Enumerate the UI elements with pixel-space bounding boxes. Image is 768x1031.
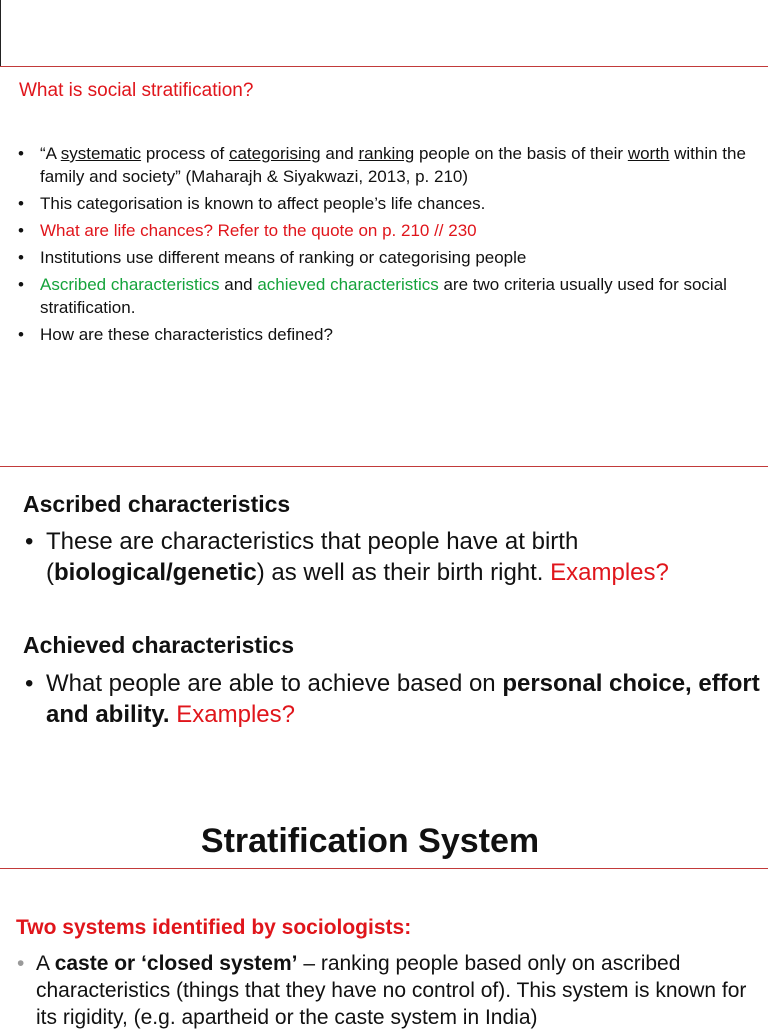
- slide-divider: [0, 466, 768, 467]
- page-edge: [0, 0, 1, 66]
- slide-divider: [0, 66, 768, 67]
- bullet-institutions: • Institutions use different means of ranking or categorising people: [17, 246, 757, 269]
- achieved-heading: Achieved characteristics: [23, 632, 295, 658]
- bullet-definition: • “A systematic process of categorising and ranking people on the basis of their worth within the family and society” (Maharajh & Siyakwazi, 2013, p. 210): [17, 142, 757, 188]
- bullet-criteria: • Ascribed characteristics and achieved characteristics are two criteria usually used for social stratification.: [17, 273, 757, 319]
- slide1-bullets: [17, 142, 757, 350]
- achieved-text: • What people are able to achieve based on personal choice, effort and ability. Examples?: [25, 670, 760, 728]
- ascribed-text: • These are characteristics that people have at birth (biological/genetic) as well as their birth right. Examples?: [25, 528, 669, 586]
- bullet-question: • What are life chances? Refer to the quote on p. 210 // 230: [17, 219, 757, 242]
- slide1-title: What is social stratification?: [19, 80, 254, 101]
- bullet-life-chances: • This categorisation is known to affect people’s life chances.: [17, 192, 757, 215]
- systems-heading: Two systems identified by sociologists:: [16, 916, 412, 939]
- bullet-defined: • How are these characteristics defined?: [17, 323, 757, 346]
- slide-divider: [0, 868, 768, 869]
- stratification-title: Stratification System: [200, 822, 540, 860]
- caste-system-text: • A caste or ‘closed system’ – ranking people based only on ascribed characteristics (things that they have no control of). This system is known for its rigidity, (e.g. apartheid or the caste system in India): [17, 952, 747, 1029]
- ascribed-heading: Ascribed characteristics: [23, 491, 291, 517]
